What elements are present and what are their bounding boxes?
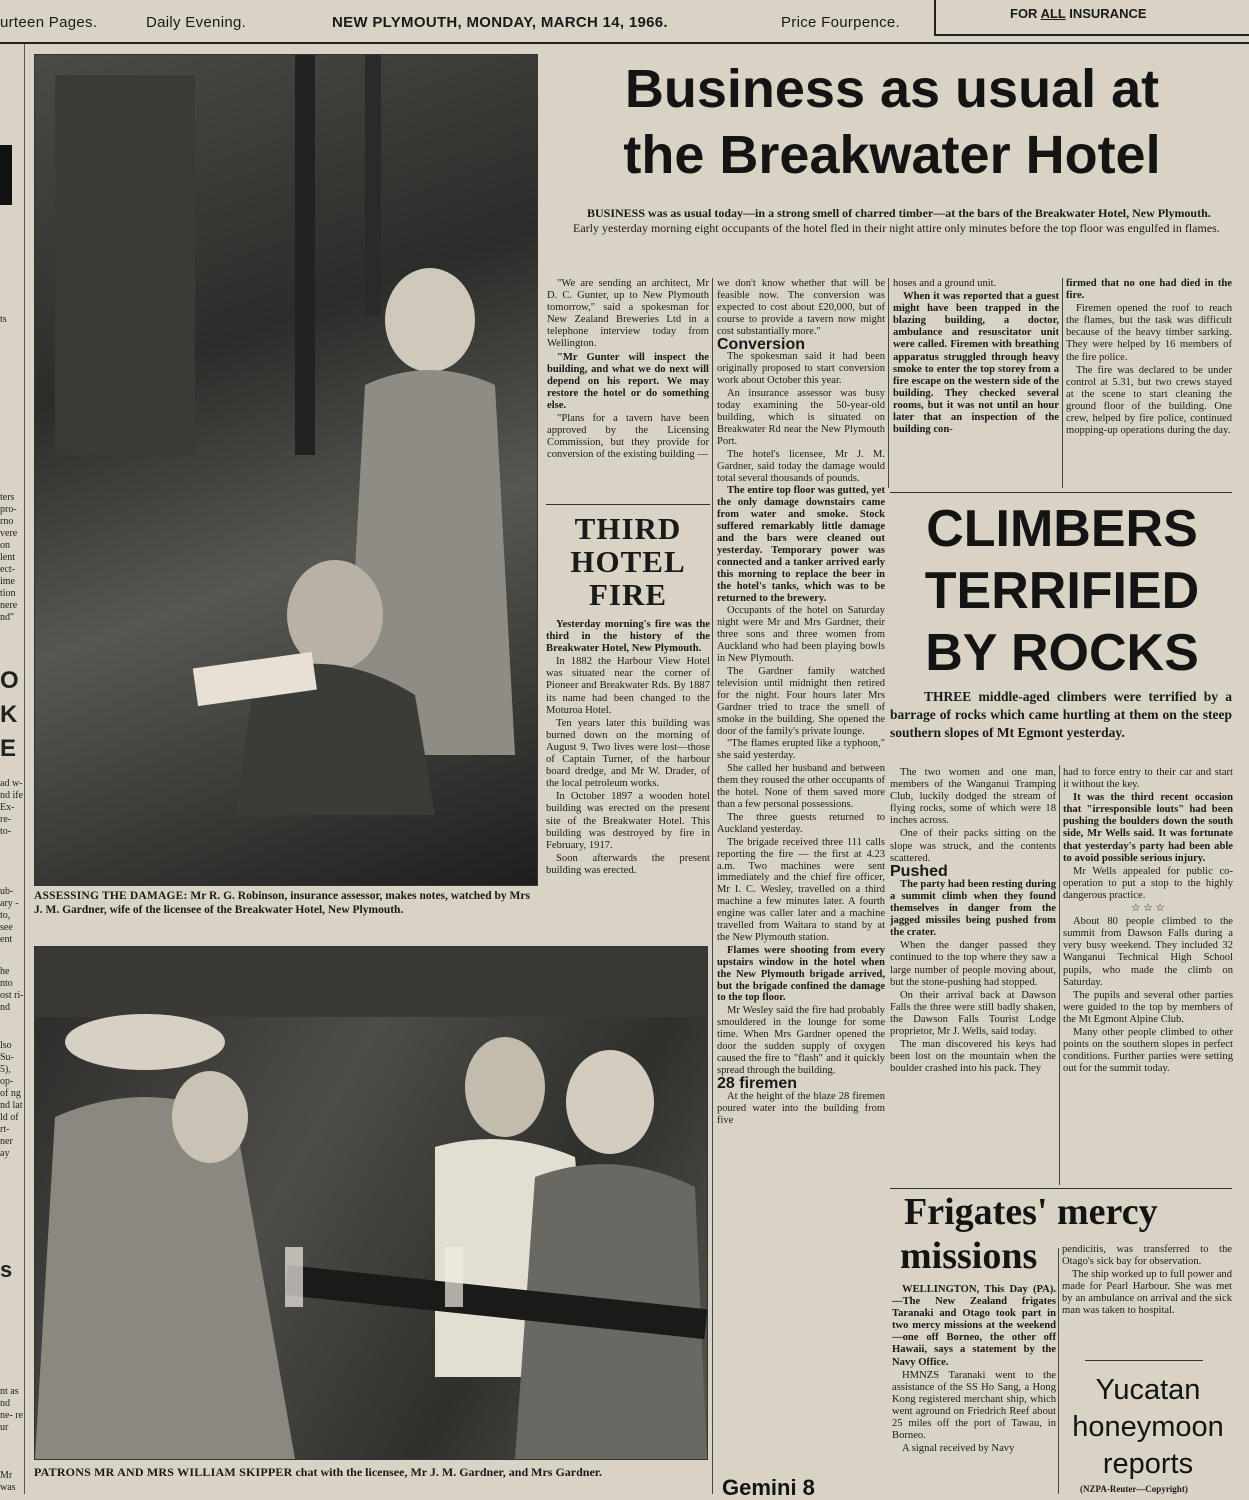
main-col-1 [547,278,709,462]
left-fragment-j: Mr was [0,1470,16,1493]
main-col3-p2: When it was reported that a guest might have been trapped in the blazing building, a doctor, ambulance and resuscitator unit were called. Firemen with breathing apparatus struggled through heavy smoke to enter the top storey from a fire escape on the western side of the building. They checked several rooms, but it was not until an hour later that an inspection of the building con- [893,291,1059,436]
frigates-col1-p2: HMNZS Taranaki went to the assistance of the SS Ho Sang, a Hong Kong registered merchant ship, which went aground on Friedrich Reef about 25 miles off the port of Tawau, in Borneo. [892,1369,1056,1442]
photo-patrons-caption: PATRONS MR AND MRS WILLIAM SKIPPER chat with the licensee, Mr J. M. Gardner, and Mrs Gardner. [34,1465,603,1479]
subhead-pushed: Pushed [890,862,948,880]
main-col4-p1: firmed that no one had died in the fire. [1066,278,1232,302]
frigates-col-1 [892,1284,1056,1456]
main-col4-p2: Firemen opened the roof to reach the flames, but the task was difficult because of the heavy timber sarking. They were helped by 16 members of the fire police. [1066,303,1232,363]
climbers-head2: TERRIFIED [924,562,1200,620]
main-col2-p6: The Gardner family watched television until midnight then retired for the night. Four hours later Mrs Gardner tried to trace the smell of smoke in the building. She opened the door of the family's private lounge. [717,666,885,737]
main-col-2 [717,278,885,1127]
column-rule-3 [1062,278,1063,488]
main-col4-p3: The fire was declared to be under control at 5.31, but two crews stayed at the scene to start cleaning the ground floor of the building. One crew, helped by fire police, continued mopping-up operations during the day. [1066,364,1232,437]
climbers-column-rule [1059,765,1060,1185]
main-col2-p5: Occupants of the hotel on Saturday night were Mr and Mrs Gardner, their three sons and three women from Auckland who had been playing bowls in New Plymouth. [717,605,885,665]
main-lede-1: BUSINESS was as usual today—in a strong smell of charred timber—at the bars of the Breakwater Hotel, New Plymouth. [587,206,1211,220]
third-fire-headline [546,512,710,611]
main-col-4 [1066,278,1232,438]
frigates-col2-p2: The ship worked up to full power and made for Pearl Harbour. She was met by an ambulance on arrival and the sick man was taken to hospital. [1062,1269,1232,1317]
third-fire-body [546,619,710,877]
third-fire-p1: Yesterday morning's fire was the third in the history of the Breakwater Hotel, New Plymouth. [546,619,710,655]
climbers-col2-p1: had to force entry to their car and start it without the key. [1063,767,1233,791]
main-col1-p1: "We are sending an architect, Mr D. C. Gunter, up to New Plymouth tomorrow," said a spokesman for New Zealand Breweries Ltd in a telephone interview today from Wellington. [547,278,709,350]
climbers-lede-text: THREE middle-aged climbers were terrified by a barrage of rocks which came hurtling at them on the steep southern slopes of Mt Egmont yesterday. [890,689,1232,740]
climbers-col2-p6: Many other people climbed to other points on the southern slopes in perfect conditions. Further parties were setting out for the summit today. [1063,1026,1233,1075]
main-col2-p11: Flames were shooting from every upstairs window in the hotel when the New Plymouth brigade arrived, but the brigade confined the damage to the top floor. [717,944,885,1004]
edition: Daily Evening. [146,14,247,31]
main-col2-top: we don't know whether that will be feasible now. The conversion was expected to cost about £20,000, but of course to provide a tavern now might cost substantially more." [717,278,885,337]
yucatan-line3: reports [1102,1448,1194,1480]
left-fragment-h: s [0,1258,13,1282]
left-fragment-g: lso Su- 5), op- of ng nd lat ld of rt- ner ay [0,1040,23,1159]
third-fire-p5: Soon afterwards the present building was erected. [546,852,710,876]
frigates-col2-p1: pendicitis, was transferred to the Otago's sick bay for observation. [1062,1244,1232,1268]
climbers-headline [892,498,1232,684]
yucatan-headline [1062,1372,1234,1483]
main-headline-line1: Business as usual at [624,59,1160,119]
photo-patrons [34,946,708,1460]
climbers-head3: BY ROCKS [925,624,1199,682]
left-fragment-e: ub- ary -to, see ent [0,886,19,945]
main-col3-p1: hoses and a ground unit. [893,278,997,289]
climbers-head1: CLIMBERS [926,500,1198,558]
main-col2-p7: "The flames erupted like a typhoon," she said yesterday. [717,738,885,762]
climbers-col1-p5: On their arrival back at Dawson Falls the three were still badly shaken, the Dawson Falls Tourist Lodge proprietor, Mr J. Wells, said today. [890,989,1056,1037]
photo-patrons-image [35,947,707,1459]
third-fire-box [546,512,710,878]
climbers-col2-p5: The pupils and several other parties were guided to the top by members of the Mt Egmont Alpine Club. [1063,989,1233,1025]
yucatan-line2: honeymoon [1072,1411,1224,1443]
main-col2-p8: She called her husband and between them they roused the other occupants of the hotel. None of them saved more than a few personal possessions. [717,763,885,810]
climbers-col2-p4: About 80 people climbed to the summit from Dawson Falls during a very busy weekend. They included 32 Wanganui Technical High School pupils, who made the climb on Saturday. [1063,916,1233,988]
dateline: NEW PLYMOUTH, MONDAY, MARCH 14, 1966. [332,14,668,31]
left-fragment-f: he nto ost ri- nd [0,966,24,1013]
main-col2-p2: An insurance assessor was busy today examining the 50-year-old building, which is situated on Breakwater Rd near the New Plymouth Port. [717,388,885,447]
third-fire-top-rule [546,504,710,505]
climbers-col-1 [890,767,1056,1076]
main-col2-end: At the height of the blaze 28 firemen poured water into the building from five [717,1090,885,1126]
insurance-ad-text: FOR ALL INSURANCE [1010,6,1147,21]
left-column-rule [24,44,25,1494]
frigates-head2: missions [900,1235,1038,1277]
left-fragment-d: ad w- nd ife Ex- re- to- [0,778,24,837]
main-col2-p3: The hotel's licensee, Mr J. M. Gardner, said today the damage would total several thousands of pounds. [717,448,885,484]
subhead-conversion: Conversion [717,335,806,353]
climbers-col1-p1: The two women and one man, members of the Wanganui Tramping Club, luckily dodged the stream of flying rocks, some of which were 18 inches across. [890,767,1056,827]
main-col1-p2: "Mr Gunter will inspect the building, and what we do next will depend on his report. We may restore the hotel or do something else. [547,351,709,411]
frigates-col-2 [1062,1244,1232,1319]
frigates-col1-p3: A signal received by Navy [902,1443,1015,1455]
photo-assessing-damage [34,54,538,886]
climbers-col1-p3: The party had been resting during a summit climb when they found themselves in danger from the jagged missiles being pushed from the crater. [890,878,1056,939]
main-col2-p4: The entire top floor was gutted, yet the only damage downstairs came from water and smoke. Stock suffered remarkably little damage and the bars were cleaned out yesterday. Temporary power was connected and a tanker arrived early this morning to replace the beer in the hotel's tanks, which was to be returned to the brewery. [717,485,885,604]
third-fire-p3: Ten years later this building was burned down on the morning of August 9. Two lives were lost—those of Captain Turner, of the harbour board dredge, and Mr W. Drader, of the local petroleum works. [546,717,710,790]
main-lede [547,206,1231,236]
page-count: urteen Pages. [0,14,98,31]
climbers-col1-p2: One of their packs sitting on the slope was struck, and the contents scattered. [890,828,1056,864]
price: Price Fourpence. [781,14,901,31]
main-col2-p9: The three guests returned to Auckland yesterday. [717,811,885,835]
climbers-col-2 [1063,767,1233,1076]
frigates-top-rule [890,1188,1232,1189]
climbers-lede [890,688,1232,743]
photo-assessing-damage-caption: ASSESSING THE DAMAGE: Mr R. G. Robinson, insurance assessor, makes notes, watched by Mrs J. M. Gardner, wife of the licensee of the Breakwater Hotel, New Plymouth. [34,890,530,916]
third-fire-p2: In 1882 the Harbour View Hotel was situated near the corner of Pioneer and Breakwater Rds. By 1887 its name had been changed to the Moturoa Hotel. [546,656,710,716]
climbers-col1-p6: The man discovered his keys had been lost on the mountain when the boulder crashed into his pack. They [890,1039,1056,1075]
main-lede-2: Early yesterday morning eight occupants of the hotel fled in their night attire only minutes before the top floor was engulfed in flames. [573,221,1220,235]
climbers-col2-p2: It was the third recent occasion that "irresponsible louts" had been pushing the boulders down the south side, Mr Wells said. It was fortunate that yesterday's party had been able to avoid possible serious injury. [1063,792,1233,864]
third-fire-p4: In October 1897 a wooden hotel building was erected on the present site of the Breakwater Hotel. This building was destroyed by fire in February, 1917. [546,791,710,851]
yucatan-rule [1085,1360,1203,1361]
left-block [0,145,12,205]
stars-divider: ☆ ☆ ☆ [1131,903,1165,915]
yucatan-credit: (NZPA-Reuter—Copyright) [1080,1484,1188,1494]
frigates-head1: Frigates' mercy [904,1191,1158,1233]
frigates-column-rule [1058,1248,1059,1494]
left-fragment-c: O K E [0,667,19,762]
column-rule-1 [712,278,713,1494]
gemini-headline: Gemini 8 [722,1475,815,1500]
third-fire-head3: FIRE [588,577,668,612]
main-col2-p10: The brigade received three 111 calls reporting the fire — the first at 4.23 a.m. Two machines were sent immediately and the chief fire officer, Mr I. C. Wesley, travelled on a third machine a few minutes later. A fourth engine was caller later and a machine travelled from Waitara to stand by at the New Plymouth station. [717,836,885,943]
main-headline-line2: the Breakwater Hotel [623,125,1161,185]
main-col1-p3: "Plans for a tavern have been approved by the Licensing Commission, but they provide for conversion of the existing building — [547,413,709,461]
main-col-3 [893,278,1059,437]
frigates-col1-p1: WELLINGTON, This Day (PA).—The New Zealand frigates Taranaki and Otago took part in two mercy missions at the weekend—one off Borneo, the other off Hawaii, says a statement by the Navy Office. [892,1284,1056,1368]
left-fragment-i: nt as nd ne- re ur [0,1386,24,1433]
climbers-col2-p3: Mr Wells appealed for public co-operation to put a stop to the highly dangerous practice. [1063,865,1233,901]
yucatan-line1: Yucatan [1095,1374,1201,1406]
left-fragment-b: ters pro- rno vere on lent ect- ime tion nere nd" [0,492,18,623]
third-fire-head1: THIRD [574,511,682,546]
left-fragment-a: ts [0,314,7,325]
column-rule-2 [888,278,889,488]
climbers-col1-p4: When the danger passed they continued to the top where they saw a large number of people moving about, but the stone-pushing had stopped. [890,940,1056,988]
main-headline [552,56,1232,188]
photo-assessing-damage-image [35,55,537,885]
third-fire-head2: HOTEL [570,544,686,579]
subhead-28-firemen: 28 firemen [717,1074,798,1092]
main-col2-p12: Mr Wesley said the fire had probably smouldered in the lounge for some time. When Mrs Gardner opened the door the sudden supply of oxygen caused the fire to "flash" and it quickly spread through the building. [717,1005,885,1076]
main-col2-p1: The spokesman said it had been originally proposed to start conversion work about October this year. [717,351,885,387]
climbers-top-rule [890,492,1232,493]
